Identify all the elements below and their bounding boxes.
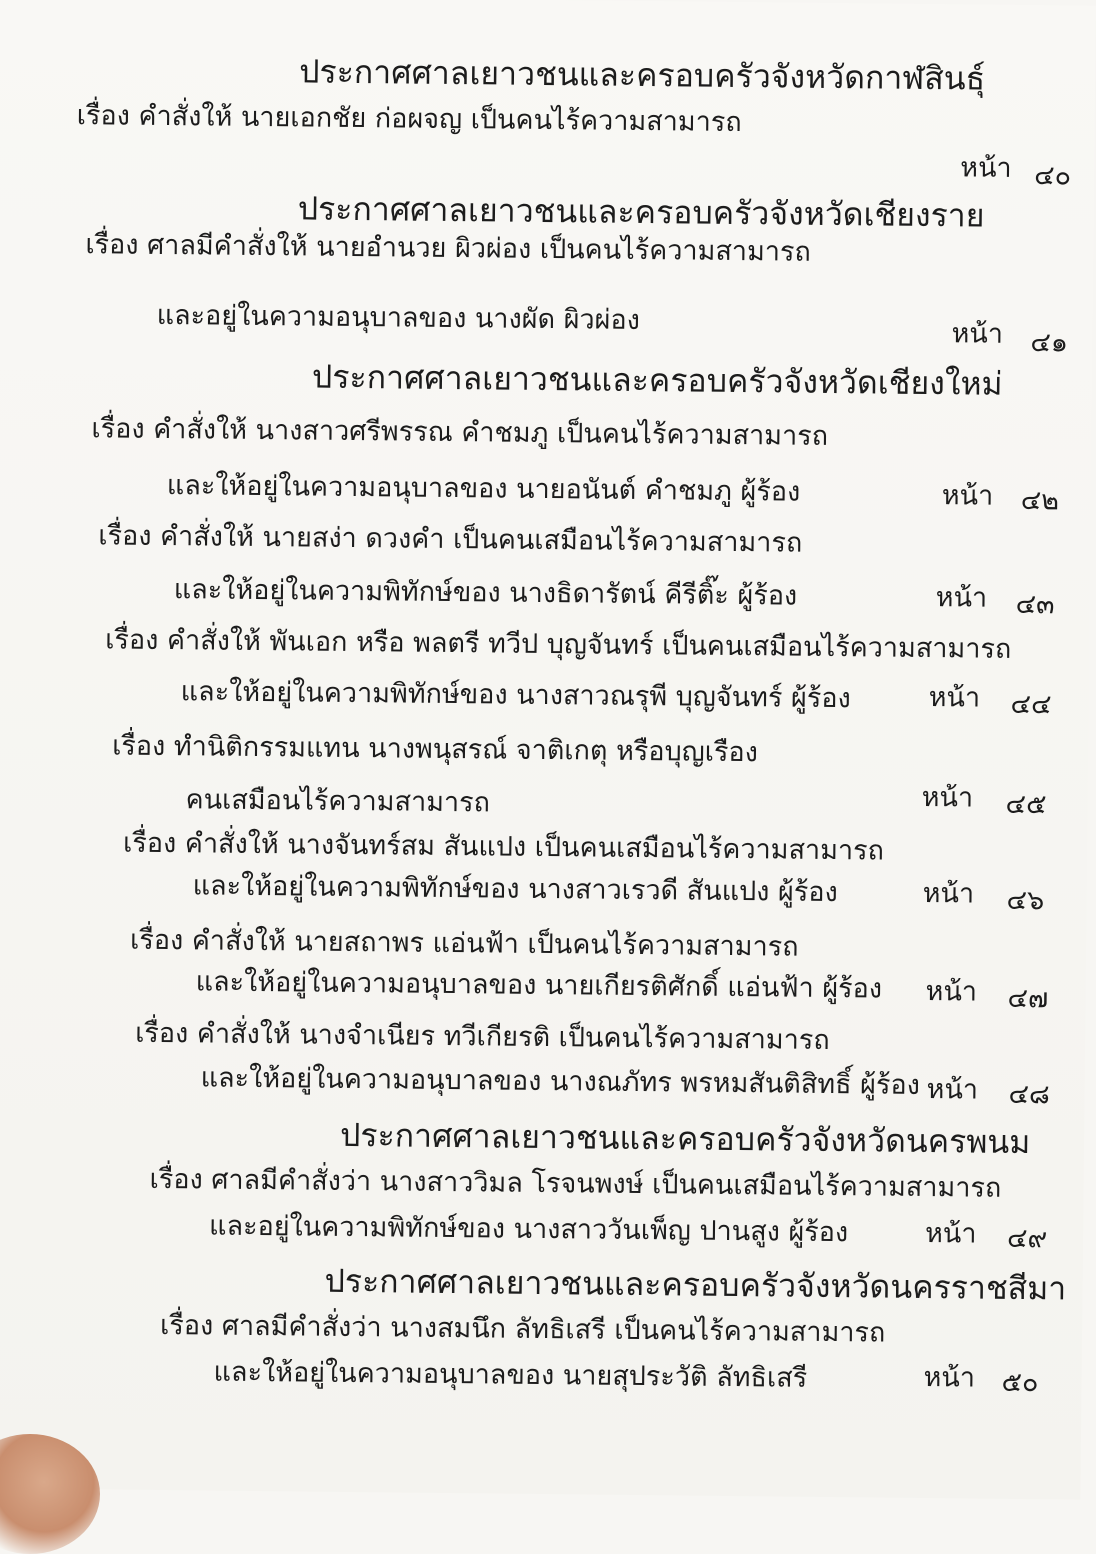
page-number: ๔๗ xyxy=(1007,982,1049,1015)
page-number: ๔๙ xyxy=(1006,1222,1048,1255)
entry-detail: และให้อยู่ในความอนุบาลของ นางณภัทร พรหมสันติสิทธิ์ ผู้ร้อง xyxy=(200,1062,921,1101)
page-number: ๔๑ xyxy=(1030,327,1069,359)
entry-subject: เรื่อง ศาลมีคำสั่งว่า นางสาววิมล โรจนพงษ์ เป็นคนเสมือนไร้ความสามารถ xyxy=(149,1163,1002,1204)
entry-detail: และให้อยู่ในความอนุบาลของ นายเกียรติศักดิ์ แอ่นฟ้า ผู้ร้อง xyxy=(195,966,883,1005)
entry-subject: เรื่อง คำสั่งให้ นายเอกชัย ก่อผจญ เป็นคนไร้ความสามารถ xyxy=(76,100,742,139)
page-label: หน้า xyxy=(935,582,988,614)
section-heading: ประกาศศาลเยาวชนและครอบครัวจังหวัดนครราชสีมา xyxy=(324,1261,1067,1308)
entry-subject: เรื่อง คำสั่งให้ พันเอก หรือ พลตรี ทวีป บุญจันทร์ เป็นคนเสมือนไร้ความสามารถ xyxy=(105,624,1012,665)
entry-detail: และให้อยู่ในความอนุบาลของ นายอนันต์ คำชมภู ผู้ร้อง xyxy=(166,470,801,508)
entry-subject: เรื่อง คำสั่งให้ นางสาวศรีพรรณ คำชมภู เป็นคนไร้ความสามารถ xyxy=(91,413,829,452)
entry-detail: และให้อยู่ในความพิทักษ์ของ นางสาวณรุพี บุญจันทร์ ผู้ร้อง xyxy=(180,676,851,715)
page-number: ๔๔ xyxy=(1010,688,1052,721)
page-number: ๕๐ xyxy=(1001,1366,1039,1399)
entry-detail: และให้อยู่ในความอนุบาลของ นายสุประวัติ ลัทธิเสรี xyxy=(213,1356,808,1394)
page-number: ๔๓ xyxy=(1015,588,1055,621)
entry-subject: เรื่อง คำสั่งให้ นายสง่า ดวงคำ เป็นคนเสมือนไร้ความสามารถ xyxy=(98,520,803,559)
page-label: หน้า xyxy=(925,976,978,1008)
page-label: หน้า xyxy=(941,480,994,512)
section-heading: ประกาศศาลเยาวชนและครอบครัวจังหวัดเชียงใหม่ xyxy=(311,357,1003,403)
entry-subject: เรื่อง คำสั่งให้ นายสถาพร แอ่นฟ้า เป็นคนไร้ความสามารถ xyxy=(129,924,799,963)
page-label: หน้า xyxy=(924,1218,977,1250)
entry-detail: คนเสมือนไร้ความสามารถ xyxy=(185,784,491,819)
page-label: หน้า xyxy=(923,1362,976,1394)
page-number: ๔๐ xyxy=(1034,160,1072,192)
page-number: ๔๘ xyxy=(1008,1078,1050,1111)
page-label: หน้า xyxy=(928,682,981,714)
page-label: หน้า xyxy=(926,1074,979,1106)
entry-detail: และให้อยู่ในความพิทักษ์ของ นางสาวเรวดี สันแปง ผู้ร้อง xyxy=(192,870,838,909)
entry-subject: เรื่อง ทำนิติกรรมแทน นางพนุสรณ์ จาติเกตุ หรือบุญเรือง xyxy=(112,730,759,769)
entry-subject: เรื่อง ศาลมีคำสั่งให้ นายอำนวย ผิวผ่อง เป็นคนไร้ความสามารถ xyxy=(85,229,812,268)
entry-detail: และอยู่ในความอนุบาลของ นางผัด ผิวผ่อง xyxy=(156,299,641,336)
page-number: ๔๕ xyxy=(1005,788,1047,821)
page-label: หน้า xyxy=(951,318,1004,350)
entry-detail: และอยู่ในความพิทักษ์ของ นางสาววันเพ็ญ ปานสูง ผู้ร้อง xyxy=(208,1210,849,1249)
entry-subject: เรื่อง คำสั่งให้ นางจันทร์สม สันแปง เป็นคนเสมือนไร้ความสามารถ xyxy=(122,827,885,867)
entry-subject: เรื่อง ศาลมีคำสั่งว่า นางสมนึก ลัทธิเสรี เป็นคนไร้ความสามารถ xyxy=(159,1310,886,1349)
page-number: ๔๒ xyxy=(1020,484,1060,517)
page-label: หน้า xyxy=(921,781,974,814)
page-number: ๔๖ xyxy=(1006,884,1045,917)
section-heading: ประกาศศาลเยาวชนและครอบครัวจังหวัดนครพนม xyxy=(339,1115,1031,1162)
entry-detail: และให้อยู่ในความพิทักษ์ของ นางธิดารัตน์ คีรีติ๊ะ ผู้ร้อง xyxy=(173,574,798,612)
page-label: หน้า xyxy=(922,877,975,910)
page-label: หน้า xyxy=(960,152,1012,184)
entry-subject: เรื่อง คำสั่งให้ นางจำเนียร ทวีเกียรติ เป็นคนไร้ความสามารถ xyxy=(134,1017,830,1057)
section-heading: ประกาศศาลเยาวชนและครอบครัวจังหวัดเชียงราย xyxy=(297,189,985,235)
section-heading: ประกาศศาลเยาวชนและครอบครัวจังหวัดกาฬสินธุ์ xyxy=(299,52,986,98)
